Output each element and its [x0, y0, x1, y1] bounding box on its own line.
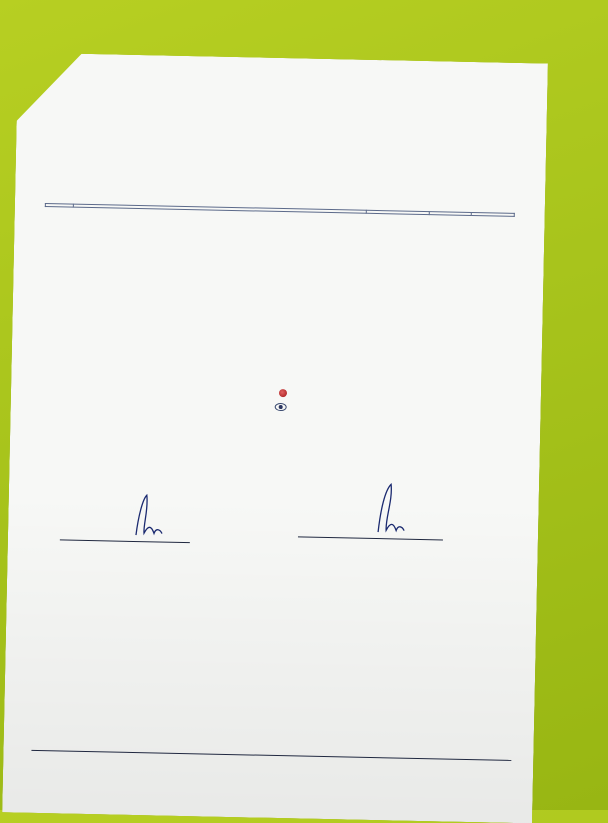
document-sheet — [2, 52, 548, 823]
col-ok-header — [366, 210, 429, 214]
maintenance-note-label — [180, 446, 380, 450]
right-signature-line — [298, 536, 443, 540]
eye-icon — [275, 403, 287, 411]
left-signature-mark — [128, 491, 169, 540]
right-signature-mark — [370, 480, 411, 537]
right-signature-label — [283, 548, 463, 552]
col-not-ok-header — [429, 212, 472, 216]
left-signature-label — [48, 553, 228, 557]
left-signature-line — [60, 539, 190, 543]
final-works-table — [45, 203, 515, 217]
red-dot-icon — [278, 389, 286, 397]
maintenance-items-table — [57, 109, 527, 119]
legend-extra-work — [131, 385, 431, 400]
final-works-title — [73, 204, 366, 213]
legend-visual — [181, 400, 381, 413]
legend-definitions — [31, 410, 521, 420]
footer-line — [31, 750, 511, 761]
col-fixed-header — [472, 212, 515, 216]
